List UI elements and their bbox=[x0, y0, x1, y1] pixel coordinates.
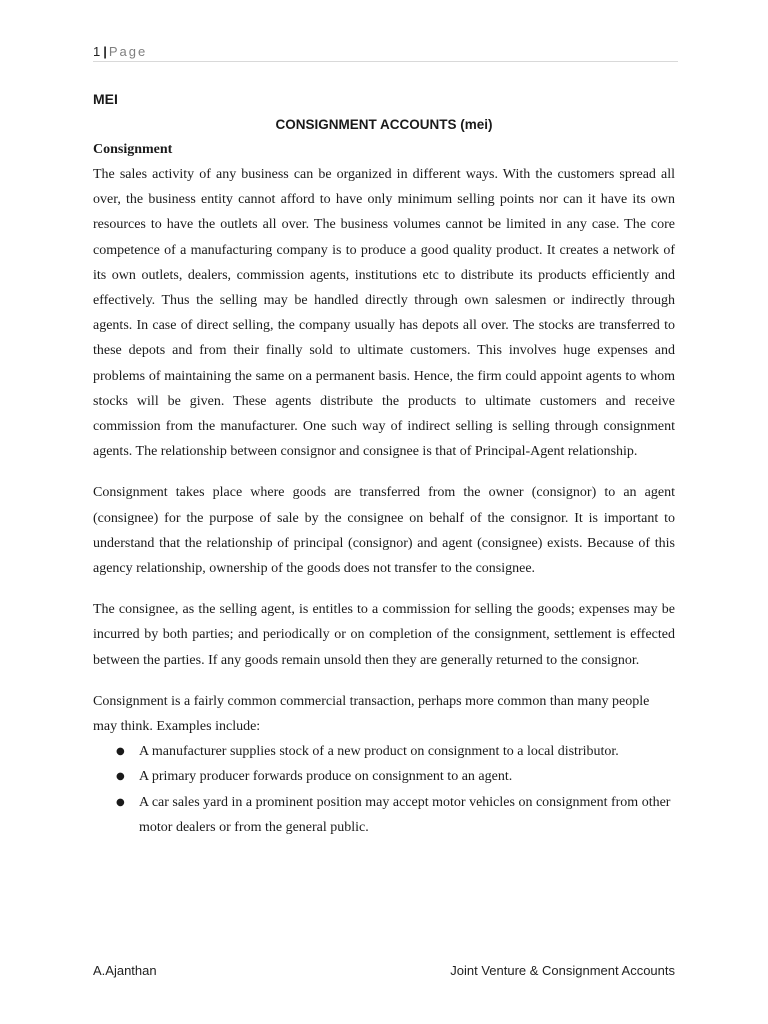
bullet-icon: ● bbox=[116, 746, 125, 758]
page-header bbox=[93, 44, 678, 62]
document-tag: MEI bbox=[93, 91, 118, 107]
page-content bbox=[93, 88, 675, 840]
page-number: 1 bbox=[93, 44, 101, 59]
examples-intro: Consignment is a fairly common commercial transaction, perhaps more common than many people may think. Examples include: bbox=[93, 693, 650, 735]
bullet-icon: ● bbox=[116, 771, 125, 783]
list-item-text: A car sales yard in a prominent position may accept motor vehicles on consignment from other motor dealers or from the general public. bbox=[139, 794, 671, 835]
bullet-icon: ● bbox=[116, 796, 125, 808]
list-item bbox=[93, 739, 675, 764]
list-item bbox=[93, 790, 675, 840]
list-item-text: A primary producer forwards produce on consignment to an agent. bbox=[139, 769, 513, 785]
document-title: CONSIGNMENT ACCOUNTS (mei) bbox=[275, 117, 493, 132]
footer-author: A.Ajanthan bbox=[93, 963, 157, 978]
page-label: Page bbox=[108, 44, 148, 59]
list-item-text: A manufacturer supplies stock of a new product on consignment to a local distributor. bbox=[139, 744, 619, 760]
paragraph-sales-activity: The sales activity of any business can be organized in different ways. With the customers spread all over, the business entity cannot afford to have only minimum selling points nor can it have its own resources to have the outlets all over. The business volumes cannot be limited in any case. The core competence of a manufacturing company is to produce a good quality product. It creates a network of its own outlets, dealers, commission agents, institutions etc to distribute its products efficiently and effectively. Thus the selling may be handled directly through own salesmen or indirectly through agents. In case of direct selling, the company usually has depots all over. The stocks are transferred to these depots and from their finally sold to ultimate customers. This involves huge expenses and problems of maintaining the same on a permanent basis. Hence, the firm could appoint agents to whom stocks will be given. These agents distribute the products to ultimate customers and receive commission from the manufacturer. One such way of indirect selling is selling through consignment agents. The relationship between consignor and consignee is that of Principal-Agent relationship. bbox=[93, 167, 675, 460]
examples-list bbox=[93, 739, 675, 840]
paragraph-consignment-definition: Consignment takes place where goods are transferred from the owner (consignor) to an agent (consignee) for the purpose of sale by the consignee on behalf of the consignor. It is important to understand that the relationship of principal (consignor) and agent (consignee) exists. Because of this agency relationship, ownership of the goods does not transfer to the consignee. bbox=[93, 485, 675, 577]
list-item bbox=[93, 764, 675, 789]
footer-document-name: Joint Venture & Consignment Accounts bbox=[450, 963, 675, 978]
section-heading: Consignment bbox=[93, 142, 173, 157]
page-separator: | bbox=[103, 44, 107, 59]
paragraph-consignee-role: The consignee, as the selling agent, is entitles to a commission for selling the goods; expenses may be incurred by both parties; and periodically or on completion of the consignment, settlement is effected between the parties. If any goods remain unsold then they are generally returned to the consignor. bbox=[93, 602, 675, 668]
